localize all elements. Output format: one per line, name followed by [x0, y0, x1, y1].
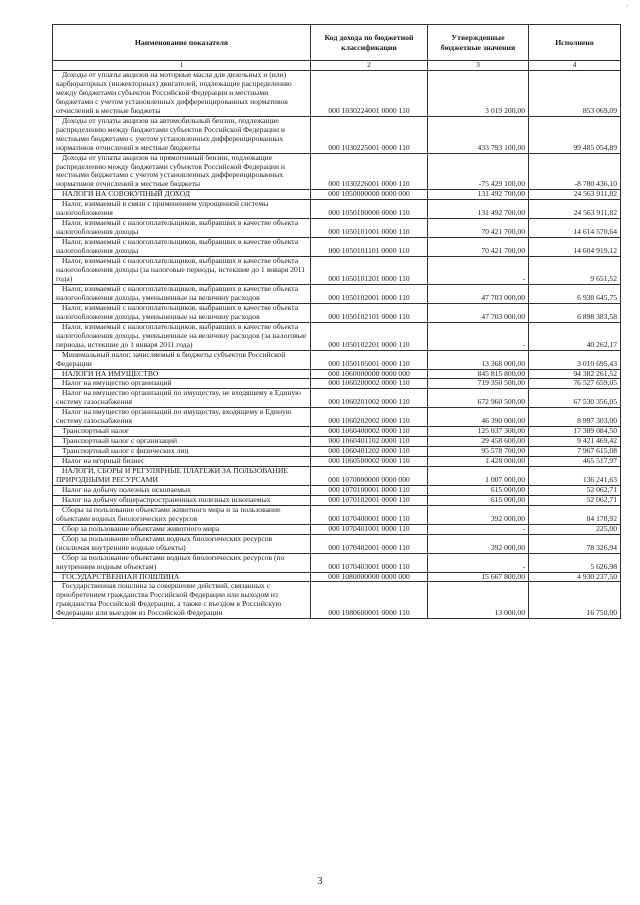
column-number: 1 [53, 61, 311, 71]
row-indicator-name: Доходы от уплаты акцизов на моторные масла для дизельных и (или) карбюраторных (инжекторных) двигателей, подлежащие распределению между бюджетами субъектов Российской Федерации и местными бюджетами с учетом установленных дифференцированных нормативов отчислений в местные бюджеты [53, 71, 311, 117]
row-income-code: 000 1080000000 0000 000 [311, 572, 428, 582]
table-row [53, 200, 621, 219]
row-executed-value: -8 780 436,10 [529, 153, 621, 190]
row-approved-value: 13 000,00 [428, 582, 529, 619]
row-indicator-name: Налог на имущество организаций [53, 379, 311, 389]
row-executed-value: 9 421 469,42 [529, 437, 621, 447]
table-row [53, 534, 621, 553]
row-indicator-name: Минимальный налог, зачисляемый в бюджеты субъектов Российской Федерации [53, 350, 311, 369]
row-approved-value: - [428, 524, 529, 534]
table-row [53, 379, 621, 389]
row-executed-value: 24 563 911,82 [529, 190, 621, 200]
row-approved-value: 29 458 600,00 [428, 437, 529, 447]
row-executed-value: 465 517,97 [529, 457, 621, 467]
row-executed-value: 14 614 570,64 [529, 219, 621, 238]
row-executed-value: 67 530 356,05 [529, 389, 621, 408]
table-row [53, 257, 621, 285]
table-row [53, 495, 621, 505]
row-income-code: 000 1060200002 0000 110 [311, 379, 428, 389]
row-executed-value: 7 967 615,08 [529, 447, 621, 457]
row-indicator-name: Сбор за пользование объектами водных биологических ресурсов (по внутренним водным объектам) [53, 553, 311, 572]
row-approved-value: 3 019 200,00 [428, 71, 529, 117]
table-row [53, 505, 621, 524]
row-income-code: 000 1050102101 0000 110 [311, 303, 428, 322]
row-indicator-name: Транспортный налог с физических лиц [53, 447, 311, 457]
row-approved-value: 1 428 000,00 [428, 457, 529, 467]
row-approved-value: - [428, 322, 529, 350]
row-indicator-name: Доходы от уплаты акцизов на прямогонный бензин, подлежащие распределению между бюджетами субъектов Российской Федерации и местными бюджетами с учетом установленных дифференцированных нормативов отчислений в местные бюджеты [53, 153, 311, 190]
scan-mark: · [626, 2, 629, 11]
row-approved-value: 672 960 500,00 [428, 389, 529, 408]
table-row [53, 457, 621, 467]
table-row [53, 427, 621, 437]
row-approved-value: 392 000,00 [428, 505, 529, 524]
row-executed-value: 94 382 261,52 [529, 369, 621, 379]
table-row [53, 350, 621, 369]
row-executed-value: 99 485 054,89 [529, 116, 621, 153]
column-number: 2 [311, 61, 428, 71]
table-row [53, 153, 621, 190]
row-approved-value: 13 368 000,00 [428, 350, 529, 369]
column-number: 4 [529, 61, 621, 71]
row-indicator-name: Налог, взимаемый с налогоплательщиков, выбравших в качестве объекта налогообложения доходы, уменьшенные на величину расходов [53, 303, 311, 322]
row-executed-value: 8 997 303,00 [529, 408, 621, 427]
row-income-code: 000 1050102201 0000 110 [311, 322, 428, 350]
row-executed-value: 225,00 [529, 524, 621, 534]
table-row [53, 389, 621, 408]
row-executed-value: 24 563 911,82 [529, 200, 621, 219]
row-indicator-name: Транспортный налог с организаций [53, 437, 311, 447]
row-income-code: 000 1050102001 0000 110 [311, 284, 428, 303]
row-executed-value: 52 062,71 [529, 485, 621, 495]
table-row [53, 303, 621, 322]
row-executed-value: 84 178,92 [529, 505, 621, 524]
row-income-code: 000 1060000000 0000 000 [311, 369, 428, 379]
row-indicator-name: НАЛОГИ НА ИМУЩЕСТВО [53, 369, 311, 379]
table-row [53, 447, 621, 457]
row-executed-value: 78 326,94 [529, 534, 621, 553]
row-income-code: 000 1060400002 0000 110 [311, 427, 428, 437]
row-income-code: 000 1070401001 0000 110 [311, 524, 428, 534]
row-approved-value: 70 421 700,00 [428, 238, 529, 257]
row-income-code: 000 1030224001 0000 110 [311, 71, 428, 117]
row-indicator-name: Сбор за пользование объектами водных биологических ресурсов (исключая внутренние водные объекты) [53, 534, 311, 553]
row-executed-value: 52 062,71 [529, 495, 621, 505]
row-income-code: 000 1030226001 0000 110 [311, 153, 428, 190]
row-executed-value: 3 010 695,43 [529, 350, 621, 369]
row-indicator-name: Налог на добычу общераспространенных полезных ископаемых [53, 495, 311, 505]
row-income-code: 000 1060500002 0000 110 [311, 457, 428, 467]
column-number: 3 [428, 61, 529, 71]
row-income-code: 000 1050105001 0000 110 [311, 350, 428, 369]
row-income-code: 000 1060401102 0000 110 [311, 437, 428, 447]
table-row [53, 219, 621, 238]
row-approved-value: 1 007 000,00 [428, 467, 529, 486]
row-approved-value: 95 578 700,00 [428, 447, 529, 457]
row-executed-value: 76 527 659,05 [529, 379, 621, 389]
row-executed-value: 6 898 383,58 [529, 303, 621, 322]
table-row [53, 485, 621, 495]
table-row [53, 322, 621, 350]
table-row [53, 553, 621, 572]
row-indicator-name: Транспортный налог [53, 427, 311, 437]
table-row [53, 238, 621, 257]
header-indicator-name: Наименование показателя [53, 25, 311, 61]
header-executed: Исполнено [529, 25, 621, 61]
row-income-code: 000 1070402001 0000 110 [311, 534, 428, 553]
row-executed-value: 16 750,00 [529, 582, 621, 619]
header-approved-values: Утвержденные бюджетные значения [428, 25, 529, 61]
table-row [53, 71, 621, 117]
row-executed-value: 17 389 084,50 [529, 427, 621, 437]
table-row [53, 467, 621, 486]
row-executed-value: 9 651,52 [529, 257, 621, 285]
row-indicator-name: Налог на игорный бизнес [53, 457, 311, 467]
row-approved-value: 46 390 000,00 [428, 408, 529, 427]
row-income-code: 000 1060202002 0000 110 [311, 408, 428, 427]
row-income-code: 000 1050101101 0000 110 [311, 238, 428, 257]
row-indicator-name: Налог, взимаемый с налогоплательщиков, выбравших в качестве объекта налогообложения доходы (за налоговые периоды, истекшие до 1 января 2011 года) [53, 257, 311, 285]
row-indicator-name: Налог на имущество организаций по имуществу, не входящему в Единую систему газоснабжения [53, 389, 311, 408]
row-indicator-name: Налог, взимаемый с налогоплательщиков, выбравших в качестве объекта налогообложения доходы [53, 219, 311, 238]
row-approved-value: 615 000,00 [428, 485, 529, 495]
row-approved-value: 47 703 000,00 [428, 284, 529, 303]
row-approved-value: 392 000,00 [428, 534, 529, 553]
row-approved-value: -75 429 100,00 [428, 153, 529, 190]
row-executed-value: 5 626,98 [529, 553, 621, 572]
row-income-code: 000 1070102001 0000 110 [311, 495, 428, 505]
row-approved-value: 15 667 800,00 [428, 572, 529, 582]
row-indicator-name: Налог, взимаемый в связи с применением упрощенной системы налогообложения [53, 200, 311, 219]
row-executed-value: 136 241,63 [529, 467, 621, 486]
row-indicator-name: Доходы от уплаты акцизов на автомобильный бензин, подлежащие распределению между бюджетами субъектов Российской Федерации и местными бюджетами с учетом установленных дифференцированных нормативов отчислений в местные бюджеты [53, 116, 311, 153]
table-header-row [53, 25, 621, 61]
row-executed-value: 6 938 645,75 [529, 284, 621, 303]
row-income-code: 000 1050000000 0000 000 [311, 190, 428, 200]
table-row [53, 437, 621, 447]
row-indicator-name: Налог, взимаемый с налогоплательщиков, выбравших в качестве объекта налогообложения доходы, уменьшенные на величину расходов [53, 284, 311, 303]
row-income-code: 000 1050101201 0000 110 [311, 257, 428, 285]
table-row [53, 524, 621, 534]
page-number: 3 [317, 876, 323, 887]
table-row [53, 408, 621, 427]
row-approved-value: 47 703 000,00 [428, 303, 529, 322]
row-income-code: 000 1070400001 0000 110 [311, 505, 428, 524]
row-income-code: 000 1060201002 0000 110 [311, 389, 428, 408]
table-row [53, 369, 621, 379]
row-approved-value: 131 492 700,00 [428, 190, 529, 200]
row-approved-value: 845 815 800,00 [428, 369, 529, 379]
row-indicator-name: ГОСУДАРСТВЕННАЯ ПОШЛИНА [53, 572, 311, 582]
row-executed-value: 14 604 919,12 [529, 238, 621, 257]
row-approved-value: - [428, 257, 529, 285]
row-indicator-name: НАЛОГИ, СБОРЫ И РЕГУЛЯРНЫЕ ПЛАТЕЖИ ЗА ПОЛЬЗОВАНИЕ ПРИРОДНЫМИ РЕСУРСАМИ [53, 467, 311, 486]
row-income-code: 000 1070000000 0000 000 [311, 467, 428, 486]
row-executed-value: 40 262,17 [529, 322, 621, 350]
row-indicator-name: Налог на добычу полезных ископаемых [53, 485, 311, 495]
row-income-code: 000 1070100001 0000 110 [311, 485, 428, 495]
row-indicator-name: Сбор за пользование объектами животного мира [53, 524, 311, 534]
table-row [53, 116, 621, 153]
row-income-code: 000 1050100000 0000 110 [311, 200, 428, 219]
row-approved-value: 615 000,00 [428, 495, 529, 505]
row-indicator-name: Государственная пошлина за совершение действий, связанных с приобретением гражданства Российской Федерации или выходом из гражданства Российской Федерации, а также с въездом в Российскую Федерацию или выездом из Российской Федерации [53, 582, 311, 619]
row-indicator-name: Налог, взимаемый с налогоплательщиков, выбравших в качестве объекта налогообложения доходы [53, 238, 311, 257]
row-approved-value: 719 350 500,00 [428, 379, 529, 389]
column-number-row [53, 61, 621, 71]
table-row [53, 572, 621, 582]
row-approved-value: - [428, 553, 529, 572]
table-row [53, 284, 621, 303]
table-row [53, 582, 621, 619]
table-row [53, 190, 621, 200]
row-executed-value: 853 069,09 [529, 71, 621, 117]
row-indicator-name: Налог на имущество организаций по имуществу, входящему в Единую систему газоснабжения [53, 408, 311, 427]
row-income-code: 000 1030225001 0000 110 [311, 116, 428, 153]
row-income-code: 000 1050101001 0000 110 [311, 219, 428, 238]
row-income-code: 000 1070403001 0000 110 [311, 553, 428, 572]
row-approved-value: 131 492 700,00 [428, 200, 529, 219]
row-approved-value: 70 421 700,00 [428, 219, 529, 238]
row-income-code: 000 1080600001 0000 110 [311, 582, 428, 619]
header-income-code: Код дохода по бюджетной классификации [311, 25, 428, 61]
row-executed-value: 4 930 237,50 [529, 572, 621, 582]
row-approved-value: 433 793 100,00 [428, 116, 529, 153]
row-approved-value: 125 037 300,00 [428, 427, 529, 437]
row-indicator-name: НАЛОГИ НА СОВОКУПНЫЙ ДОХОД [53, 190, 311, 200]
table-body [53, 71, 621, 619]
budget-table [52, 24, 621, 619]
row-indicator-name: Сборы за пользование объектами животного мира и за пользование объектами водных биологических ресурсов [53, 505, 311, 524]
row-income-code: 000 1060401202 0000 110 [311, 447, 428, 457]
row-indicator-name: Налог, взимаемый с налогоплательщиков, выбравших в качестве объекта налогообложения доходы, уменьшенные на величину расходов (за налоговые периоды, истекшие до 1 января 2011 года) [53, 322, 311, 350]
